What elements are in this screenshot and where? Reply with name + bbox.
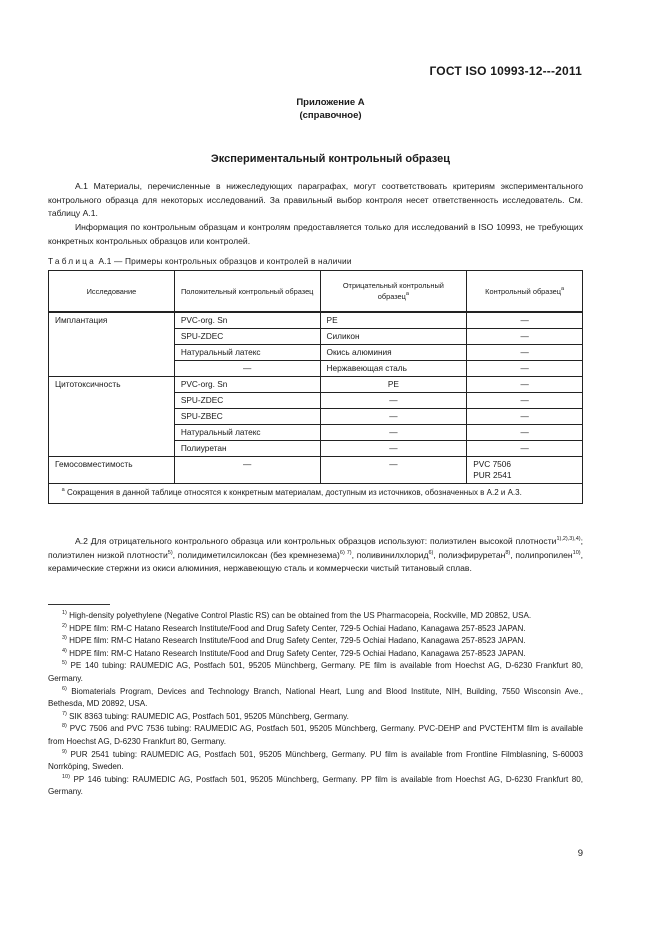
- cell-control: —: [467, 425, 583, 441]
- footnote: $^{7)}$ SIK 8363 tubing: RAUMEDIC AG, Postfach 501, 95205 Münchberg, Germany.: [62, 710, 349, 721]
- section-title: Экспериментальный контрольный образец: [210, 153, 451, 165]
- study-hemocompatibility: Гемосовместимость: [49, 457, 175, 484]
- cell-negative: PE: [320, 377, 467, 393]
- header-positive: Положительный контрольный образец: [174, 271, 320, 313]
- cell-positive: Натуральный латекс: [174, 345, 320, 361]
- footnote: $^{6)}$ Biomaterials Program, Devices and Technology Branch, National Heart, Lung and Blood Institute, NIH, Building, 7550 Wisconsin Ave., Bethesda, MD 20892, USA.: [48, 685, 584, 709]
- header-control: Контрольный образец$^а$: [467, 271, 583, 313]
- cell-negative: —: [320, 441, 467, 457]
- cell-positive: —: [174, 457, 320, 484]
- paragraph-info-text: Информация по контрольным образцам и контролям предоставляется только для исследований в ISO 10993, не требующих конкретных контрольных образцов или контролей.: [48, 222, 583, 246]
- cell-negative: —: [320, 409, 467, 425]
- header-study: Исследование: [49, 271, 175, 313]
- cell-negative: —: [320, 425, 467, 441]
- cell-control: —: [467, 377, 583, 393]
- paragraph-a1-number: А.1: [75, 181, 88, 191]
- study-implantation: Имплантация: [49, 312, 175, 377]
- cell-control: —: [467, 393, 583, 409]
- cell-positive: SPU-ZDEC: [174, 329, 320, 345]
- annex-type: (справочное): [299, 110, 362, 121]
- cell-negative: —: [320, 457, 467, 484]
- control-value-2: PUR 2541: [473, 470, 512, 480]
- cell-control: —: [467, 329, 583, 345]
- cell-control: [467, 457, 583, 484]
- cell-negative: Окись алюминия: [320, 345, 467, 361]
- footnote: $^{5)}$ PE 140 tubing: RAUMEDIC AG, Postfach 501, 95205 Münchberg, Germany. PE film is available from Hoechst AG, D-6230 Frankfurt 80, Germany.: [48, 660, 583, 683]
- table-caption-text: А.1 — Примеры контрольных образцов и контролей в наличии: [98, 256, 352, 266]
- document-header: ГОСТ ISO 10993-12---2011: [429, 64, 582, 78]
- cell-negative: Силикон: [320, 329, 467, 345]
- table-note-text: Сокращения в данной таблице относятся к конкретным материалам, доступным из источников, обозначенных в А.2 и А.3.: [66, 488, 522, 497]
- cell-control: —: [467, 345, 583, 361]
- control-value-1: PVC 7506: [473, 459, 512, 469]
- cell-positive: SPU-ZBEC: [174, 409, 320, 425]
- annex-heading: [0, 96, 661, 122]
- cell-positive: PVC-org. Sn: [174, 312, 320, 329]
- footnote: $^{2)}$ HDPE film: RM-C Hatano Research Institute/Food and Drug Safety Center, 729-5 Ochiai Hadano, Kanagawa 257-8523 JAPAN.: [62, 622, 526, 633]
- cell-negative: PE: [320, 312, 467, 329]
- cell-positive: Полиуретан: [174, 441, 320, 457]
- footnote-separator: [48, 604, 110, 605]
- table-row: [49, 457, 583, 484]
- table-note-row: [49, 484, 583, 504]
- cell-positive: Натуральный латекс: [174, 425, 320, 441]
- cell-positive: PVC-org. Sn: [174, 377, 320, 393]
- cell-control: —: [467, 409, 583, 425]
- table-row: [49, 312, 583, 329]
- table-caption: [48, 256, 352, 266]
- control-samples-table: [48, 270, 583, 504]
- table-note-marker: а: [61, 487, 65, 493]
- cell-positive: SPU-ZDEC: [174, 393, 320, 409]
- annex-label: Приложение А: [296, 97, 365, 108]
- table-header-row: [49, 271, 583, 313]
- paragraph-info: [48, 221, 583, 248]
- paragraph-a2: А.2 Для отрицательного контрольного образца или контрольных образцов используют: полиэтилен высокой плотности$^{1),2),3),4)}$; полиэтилен низкой плотности$^{5)}$, полидиметилсилоксан (без кремнезема)$^{6) 7)}$, поливинилхлорид$^{6)}$, полиэфируретан$^{8)}$, полипропилен$^{10)}$, керамические стержни из окиси алюминия, нержавеющую сталь и коммерчески чистый титановый сплав.: [48, 536, 583, 573]
- table-row: [49, 377, 583, 393]
- footnotes: [48, 610, 583, 799]
- paragraph-a1-text: Материалы, перечисленные в нижеследующих параграфах, могут соответствовать критериям экспериментального контрольного образца для некоторых исследований. За правильный выбор контроля несет ответственность исследователь. См. таблицу А.1.: [48, 181, 584, 218]
- cell-control: —: [467, 312, 583, 329]
- footnote: $^{10)}$ PP 146 tubing: RAUMEDIC AG, Postfach 501, 95205 Münchberg, Germany. PP film is available from Hoechst AG, D-6230 Frankfurt 80, Germany.: [48, 773, 584, 797]
- footnote: $^{8)}$ PVC 7506 and PVC 7536 tubing: RAUMEDIC AG, Postfach 501, 95205 Münchberg, Germany. PVC-DEHP and PVCTEHTM film is available from Hoechst AG, D-6230 Frankfurt 80, Germany.: [48, 723, 583, 746]
- table-caption-word: Таблица: [48, 256, 96, 266]
- cell-control: —: [467, 441, 583, 457]
- footnote: $^{9)}$ PUR 2541 tubing: RAUMEDIC AG, Postfach 501, 95205 Münchberg, Germany. PU film is available from Frontline Filmblasning, S-60003 Norrköping, Sweden.: [48, 748, 584, 772]
- paragraph-a1: [48, 180, 583, 221]
- footnote: $^{4)}$ HDPE film: RM-C Hatano Research Institute/Food and Drug Safety Center, 729-5 Ochiai Hadano, Kanagawa 257-8523 JAPAN.: [62, 647, 526, 658]
- cell-negative: Нержавеющая сталь: [320, 361, 467, 377]
- cell-negative: —: [320, 393, 467, 409]
- cell-positive: —: [174, 361, 320, 377]
- study-cytotoxicity: Цитотоксичность: [49, 377, 175, 457]
- cell-control: —: [467, 361, 583, 377]
- paragraph-a2-number: А.2: [75, 536, 88, 546]
- footnote: $^{3)}$ HDPE film: RM-C Hatano Research Institute/Food and Drug Safety Center, 729-5 Ochiai Hadano, Kanagawa 257-8523 JAPAN.: [62, 635, 526, 646]
- header-negative: Отрицательный контрольный образец$^а$: [320, 271, 467, 313]
- footnote: $^{1)}$ High-density polyethylene (Negative Control Plastic RS) can be obtained from the US Pharmacopeia, Rockville, MD 20852, USA.: [62, 610, 532, 620]
- page-number: 9: [577, 848, 583, 859]
- table-note: [49, 484, 583, 504]
